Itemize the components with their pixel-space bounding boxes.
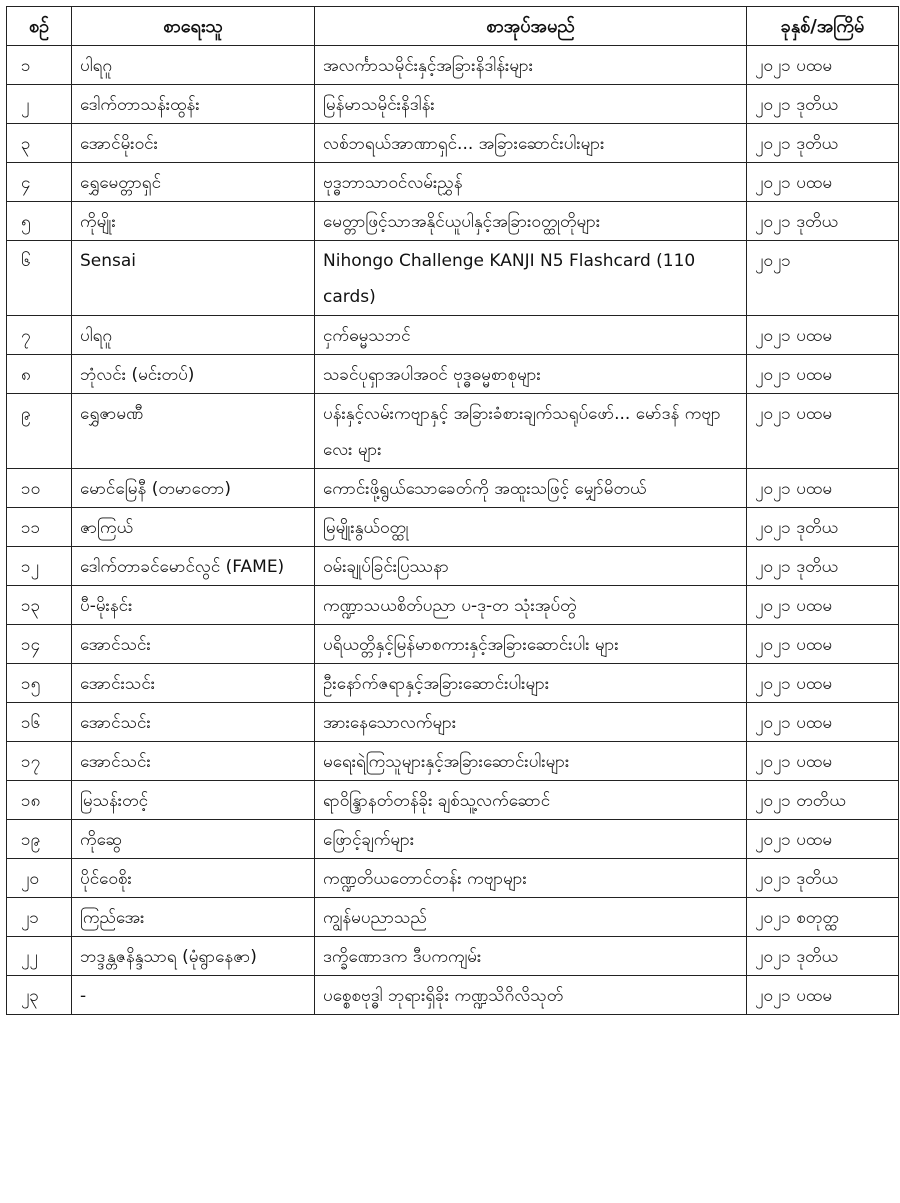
cell-year: ၂၀၂၁ ဒုတိယ <box>747 547 899 586</box>
cell-no: ၁၆ <box>7 703 72 742</box>
cell-no: ၁၂ <box>7 547 72 586</box>
table-row <box>7 547 899 586</box>
cell-title: ပရိယတ္တိနှင့်မြန်မာစကားနှင့်အခြားဆောင်းပါး များ <box>315 625 747 664</box>
cell-year: ၂၀၂၁ ပထမ <box>747 664 899 703</box>
cell-title: လစ်ဘရယ်အာဏာရှင်... အခြားဆောင်းပါးများ <box>315 124 747 163</box>
table-row <box>7 202 899 241</box>
cell-year: ၂၀၂၁ ပထမ <box>747 163 899 202</box>
cell-year: ၂၀၂၁ ဒုတိယ <box>747 85 899 124</box>
cell-no: ၁၉ <box>7 820 72 859</box>
table-row <box>7 508 899 547</box>
cell-year: ၂၀၂၁ ဒုတိယ <box>747 202 899 241</box>
cell-no: ၂၀ <box>7 859 72 898</box>
table-row <box>7 163 899 202</box>
cell-author: ဘုံလင်း (မင်းတပ်) <box>72 355 315 394</box>
table-row <box>7 394 899 469</box>
cell-no: ၄ <box>7 163 72 202</box>
table-row <box>7 703 899 742</box>
cell-author: ပါရဂူ <box>72 316 315 355</box>
cell-no: ၂၁ <box>7 898 72 937</box>
cell-year: ၂၀၂၁ ပထမ <box>747 976 899 1015</box>
cell-no: ၁၅ <box>7 664 72 703</box>
header-row <box>7 7 899 46</box>
cell-title: မြန်မာသမိုင်းနိဒါန်း <box>315 85 747 124</box>
table-row <box>7 469 899 508</box>
cell-year: ၂၀၂၁ ပထမ <box>747 316 899 355</box>
cell-author: ဘဒ္ဒန္တဇနိန္ဒသာရ (မုံရွာနေဇာ) <box>72 937 315 976</box>
table-row <box>7 625 899 664</box>
cell-title: ဖြောင့်ချက်များ <box>315 820 747 859</box>
cell-author: မြသန်းတင့် <box>72 781 315 820</box>
cell-year: ၂၀၂၁ ပထမ <box>747 703 899 742</box>
cell-author: အောင်သင်း <box>72 703 315 742</box>
cell-title: ပန်းနှင့်လမ်းကဗျာနှင့် အခြားခံစားချက်သရုပ်ဖော်... မော်ဒန် ကဗျာလေး များ <box>315 394 747 469</box>
cell-year: ၂၀၂၁ ပထမ <box>747 469 899 508</box>
cell-title: ဗုဒ္ဓဘာသာဝင်လမ်းညွှန် <box>315 163 747 202</box>
cell-author: ပိုင်ဝေစိုး <box>72 859 315 898</box>
table-row <box>7 241 899 316</box>
cell-author: အောင်မိုးဝင်း <box>72 124 315 163</box>
header-year: ခုနှစ်/အကြိမ် <box>747 7 899 46</box>
table-row <box>7 859 899 898</box>
cell-title: သခင်ပုရှာအပါအဝင် ဗုဒ္ဓဓမ္မစာစုများ <box>315 355 747 394</box>
cell-author: ကိုမျိုး <box>72 202 315 241</box>
table-row <box>7 586 899 625</box>
cell-title: ဝမ်းချုပ်ခြင်းပြဿနာ <box>315 547 747 586</box>
cell-year: ၂၀၂၁ ပထမ <box>747 820 899 859</box>
header-author: စာရေးသူ <box>72 7 315 46</box>
cell-year: ၂၀၂၁ <box>747 241 899 316</box>
cell-author: အောင်းသင်း <box>72 664 315 703</box>
cell-no: ၂ <box>7 85 72 124</box>
table-row <box>7 316 899 355</box>
cell-author: ကိုဆွေ <box>72 820 315 859</box>
cell-year: ၂၀၂၁ ဒုတိယ <box>747 508 899 547</box>
cell-year: ၂၀၂၁ ဒုတိယ <box>747 124 899 163</box>
cell-no: ၁၁ <box>7 508 72 547</box>
cell-no: ၇ <box>7 316 72 355</box>
cell-no: ၁၇ <box>7 742 72 781</box>
cell-author: - <box>72 976 315 1015</box>
cell-no: ၈ <box>7 355 72 394</box>
cell-year: ၂၀၂၁ ပထမ <box>747 46 899 85</box>
cell-no: ၁၃ <box>7 586 72 625</box>
cell-title: ကဏ္ဍာသယစိတ်ပညာ ပ-ဒု-တ သုံးအုပ်တွဲ <box>315 586 747 625</box>
cell-author: ပီ-မိုးနင်း <box>72 586 315 625</box>
cell-no: ၆ <box>7 241 72 316</box>
table-row <box>7 781 899 820</box>
cell-title: မရေးရဲကြသူများနှင့်အခြားဆောင်းပါးများ <box>315 742 747 781</box>
cell-author: ဇာကြယ် <box>72 508 315 547</box>
cell-author: ရွှေဇာမဏီ <box>72 394 315 469</box>
cell-year: ၂၀၂၁ တတိယ <box>747 781 899 820</box>
table-row <box>7 976 899 1015</box>
table-row <box>7 85 899 124</box>
cell-no: ၉ <box>7 394 72 469</box>
cell-title: ကျွန်မပညာသည် <box>315 898 747 937</box>
cell-title: မြမျိုးနွယ်ဝတ္ထု <box>315 508 747 547</box>
cell-title: ငှက်ဓမ္မသဘင် <box>315 316 747 355</box>
cell-year: ၂၀၂၁ ပထမ <box>747 742 899 781</box>
cell-no: ၁ <box>7 46 72 85</box>
header-title: စာအုပ်အမည် <box>315 7 747 46</box>
table-row <box>7 46 899 85</box>
table-row <box>7 355 899 394</box>
cell-no: ၅ <box>7 202 72 241</box>
cell-title: Nihongo Challenge KANJI N5 Flashcard (110 cards) <box>315 241 747 316</box>
table-row <box>7 742 899 781</box>
cell-no: ၃ <box>7 124 72 163</box>
cell-no: ၁၀ <box>7 469 72 508</box>
cell-author: ကြည်အေး <box>72 898 315 937</box>
cell-year: ၂၀၂၁ ပထမ <box>747 586 899 625</box>
table-row <box>7 664 899 703</box>
cell-title: ဒက္ခိဏောဒက ဒီပကကျမ်း <box>315 937 747 976</box>
cell-author: မောင်မြေနီ (တမာတော) <box>72 469 315 508</box>
cell-title: အားနေသောလက်များ <box>315 703 747 742</box>
table-row <box>7 898 899 937</box>
table-row <box>7 937 899 976</box>
cell-title: ဦးနော်က်ဇရာနှင့်အခြားဆောင်းပါးများ <box>315 664 747 703</box>
cell-no: ၂၂ <box>7 937 72 976</box>
cell-no: ၁၈ <box>7 781 72 820</box>
cell-title: ပစ္စေစဗုဒ္ဓါ ဘုရားရှိခိုး ကဏ္ဍသိဂိလိသုတ် <box>315 976 747 1015</box>
cell-year: ၂၀၂၁ ပထမ <box>747 625 899 664</box>
cell-year: ၂၀၂၁ စတုတ္ထ <box>747 898 899 937</box>
cell-year: ၂၀၂၁ ပထမ <box>747 355 899 394</box>
cell-title: အလင်္ကာသမိုင်းနှင့်အခြားနိဒါန်းများ <box>315 46 747 85</box>
cell-author: ဒေါက်တာသန်းထွန်း <box>72 85 315 124</box>
cell-title: ကဏ္ဍတိယတောင်တန်း ကဗျာများ <box>315 859 747 898</box>
table-row <box>7 124 899 163</box>
cell-author: ရွှေမေတ္တာရှင် <box>72 163 315 202</box>
cell-author: ဒေါက်တာခင်မောင်လွင် (FAME) <box>72 547 315 586</box>
cell-title: ကောင်းဖို့ရွယ်သောခေတ်ကို အထူးသဖြင့် မျှော်မိတယ် <box>315 469 747 508</box>
cell-year: ၂၀၂၁ ဒုတိယ <box>747 937 899 976</box>
cell-author: အောင်သင်း <box>72 742 315 781</box>
cell-no: ၁၄ <box>7 625 72 664</box>
table-row <box>7 820 899 859</box>
header-no: စဉ် <box>7 7 72 46</box>
cell-year: ၂၀၂၁ ဒုတိယ <box>747 859 899 898</box>
cell-title: မေတ္တာဖြင့်သာအနိုင်ယူပါနှင့်အခြားဝတ္ထုတိုများ <box>315 202 747 241</box>
book-table <box>6 6 899 1015</box>
cell-title: ရာဝိန္ဒြာနတ်တန်ခိုး ချစ်သူ့လက်ဆောင် <box>315 781 747 820</box>
cell-author: အောင်သင်း <box>72 625 315 664</box>
cell-author: ပါရဂူ <box>72 46 315 85</box>
cell-year: ၂၀၂၁ ပထမ <box>747 394 899 469</box>
cell-author: Sensai <box>72 241 315 316</box>
cell-no: ၂၃ <box>7 976 72 1015</box>
